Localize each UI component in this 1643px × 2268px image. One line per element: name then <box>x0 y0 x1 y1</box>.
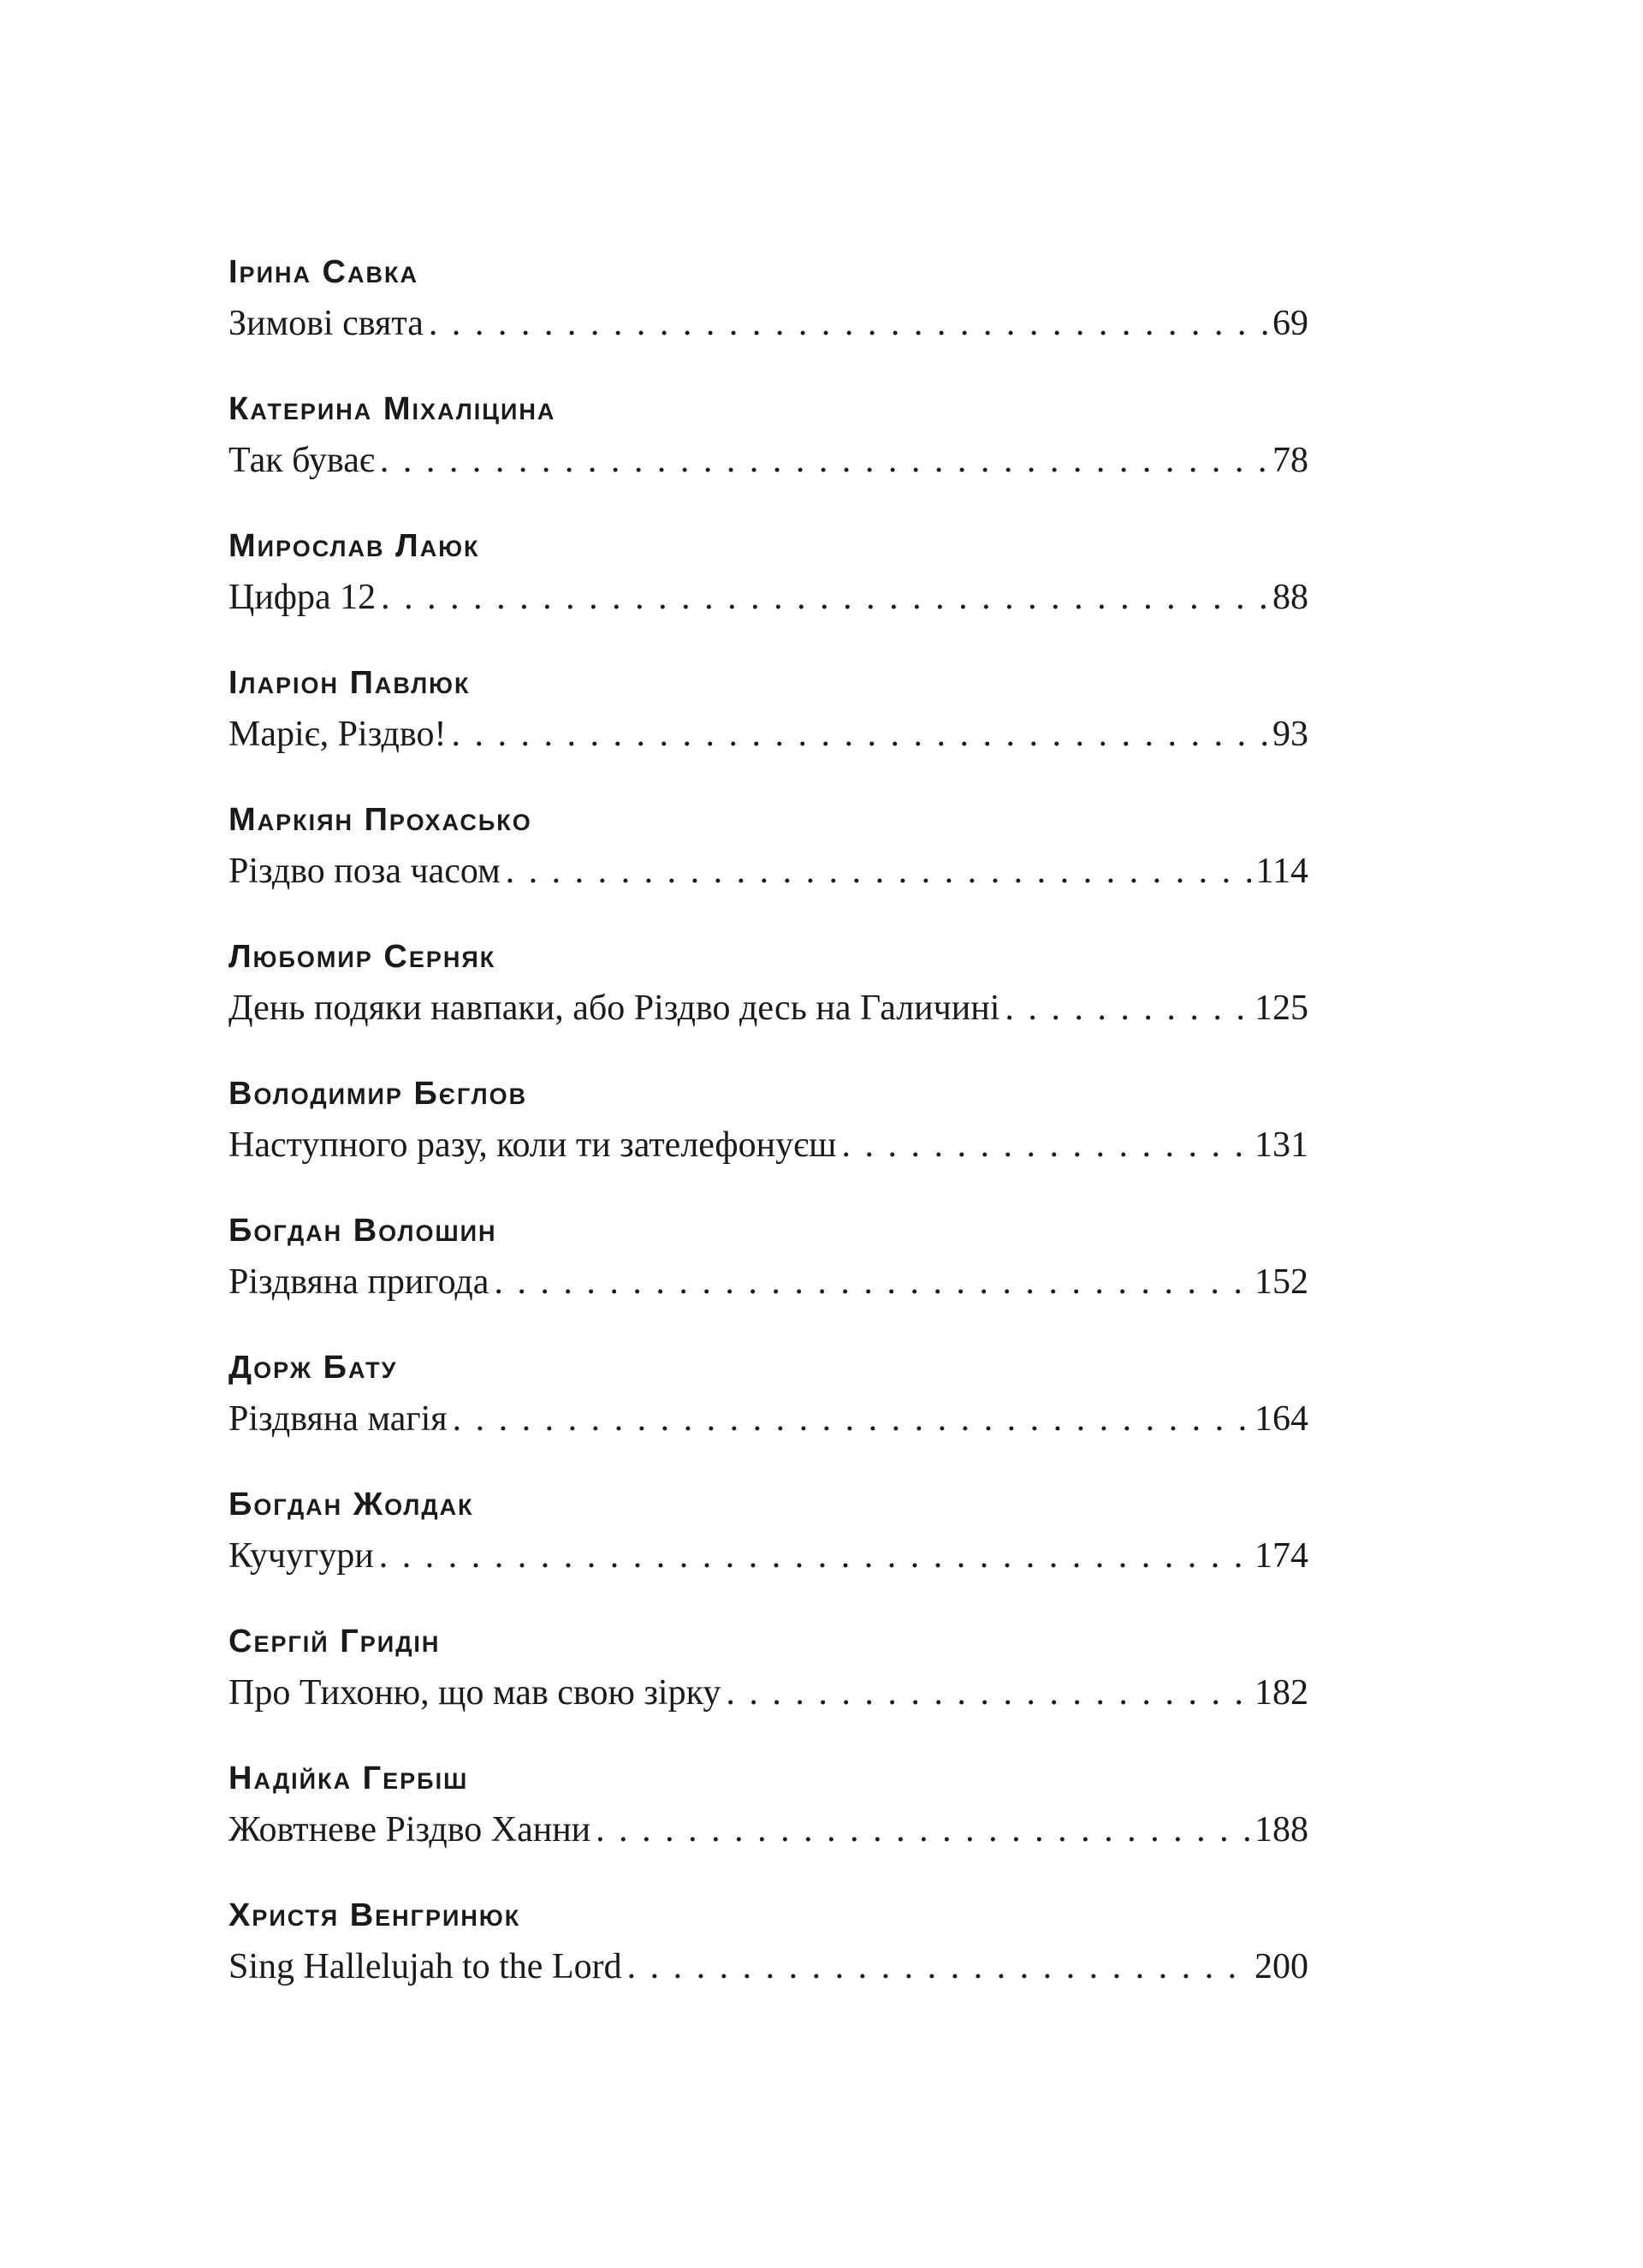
entry-line <box>228 570 1308 625</box>
entry-line <box>228 1939 1308 1994</box>
entry-author: Мирослав Лаюк <box>228 528 480 564</box>
entry-title: Різдвяна магія <box>228 1399 448 1439</box>
entry-page-number: 182 <box>1254 1673 1308 1713</box>
toc-entry <box>228 933 1308 1070</box>
dot-leader <box>381 570 1267 625</box>
dot-leader <box>380 433 1267 488</box>
entry-page-number: 114 <box>1255 852 1308 891</box>
entry-page-number: 78 <box>1272 441 1308 480</box>
dot-leader <box>494 1255 1249 1309</box>
entry-line <box>228 296 1308 351</box>
entry-page-number: 174 <box>1254 1536 1308 1576</box>
entry-author: Любомир Серняк <box>228 939 496 975</box>
entry-page-number: 188 <box>1254 1810 1308 1849</box>
entry-title: Різдвяна пригода <box>228 1262 489 1302</box>
entry-page-number: 93 <box>1272 715 1308 754</box>
entry-page-number: 125 <box>1254 989 1308 1028</box>
entry-author: Ірина Савка <box>228 254 418 290</box>
toc-entry <box>228 1207 1308 1344</box>
entry-title: Так буває <box>228 441 375 480</box>
toc-entry <box>228 385 1308 522</box>
entry-page-number: 131 <box>1254 1125 1308 1165</box>
entry-author: Маркіян Прохасько <box>228 802 532 838</box>
toc-entry <box>228 796 1308 933</box>
entry-author: Іларіон Павлюк <box>228 665 471 701</box>
entry-title: Зимові свята <box>228 304 424 343</box>
entry-title: Про Тихоню, що мав свою зірку <box>228 1673 721 1713</box>
toc-entry <box>228 1891 1308 2028</box>
toc-entry <box>228 522 1308 659</box>
entry-author: Катерина Міхаліцина <box>228 391 556 427</box>
dot-leader <box>596 1802 1249 1857</box>
entry-line <box>228 1802 1308 1857</box>
dot-leader <box>627 1939 1249 1994</box>
dot-leader <box>453 1392 1249 1446</box>
toc-entry <box>228 1618 1308 1754</box>
entry-line <box>228 1665 1308 1720</box>
entry-title: Наступного разу, коли ти зателефонуєш <box>228 1125 837 1165</box>
dot-leader <box>429 296 1267 351</box>
entry-title: День подяки навпаки, або Різдво десь на Галичині <box>228 989 1000 1028</box>
toc-entry <box>228 1344 1308 1481</box>
table-of-contents <box>228 248 1308 2028</box>
entry-title: Кучугури <box>228 1536 374 1576</box>
entry-page-number: 164 <box>1254 1399 1308 1439</box>
dot-leader <box>726 1665 1249 1720</box>
entry-page-number: 88 <box>1272 578 1308 617</box>
toc-entry <box>228 659 1308 796</box>
entry-line <box>228 1392 1308 1446</box>
entry-line <box>228 707 1308 762</box>
entry-line <box>228 1118 1308 1173</box>
entry-title: Цифра 12 <box>228 578 377 617</box>
entry-title: Різдво поза часом <box>228 852 501 891</box>
entry-line <box>228 844 1308 899</box>
entry-author: Володимир Бєглов <box>228 1076 528 1112</box>
entry-author: Богдан Волошин <box>228 1213 497 1249</box>
entry-author: Христя Венгринюк <box>228 1897 521 1933</box>
entry-line <box>228 1529 1308 1583</box>
entry-title: Sing Hallelujah to the Lord <box>228 1947 622 1986</box>
entry-page-number: 69 <box>1272 304 1308 343</box>
toc-entry <box>228 1481 1308 1618</box>
entry-author: Сергій Гридін <box>228 1624 441 1659</box>
entry-author: Богдан Жолдак <box>228 1487 474 1523</box>
entry-author: Надійка Гербіш <box>228 1760 469 1796</box>
entry-title: Маріє, Різдво! <box>228 715 447 754</box>
dot-leader <box>451 707 1267 762</box>
entry-line <box>228 433 1308 488</box>
toc-entry <box>228 248 1308 385</box>
entry-page-number: 200 <box>1254 1947 1308 1986</box>
toc-entry <box>228 1754 1308 1891</box>
dot-leader <box>506 844 1251 899</box>
dot-leader <box>379 1529 1249 1583</box>
entry-title: Жовтневе Різдво Ханни <box>228 1810 591 1849</box>
entry-line <box>228 981 1308 1036</box>
entry-page-number: 152 <box>1254 1262 1308 1302</box>
toc-entry <box>228 1070 1308 1207</box>
entry-author: Дорж Бату <box>228 1350 398 1386</box>
dot-leader <box>1005 981 1249 1036</box>
entry-line <box>228 1255 1308 1309</box>
dot-leader <box>842 1118 1250 1173</box>
